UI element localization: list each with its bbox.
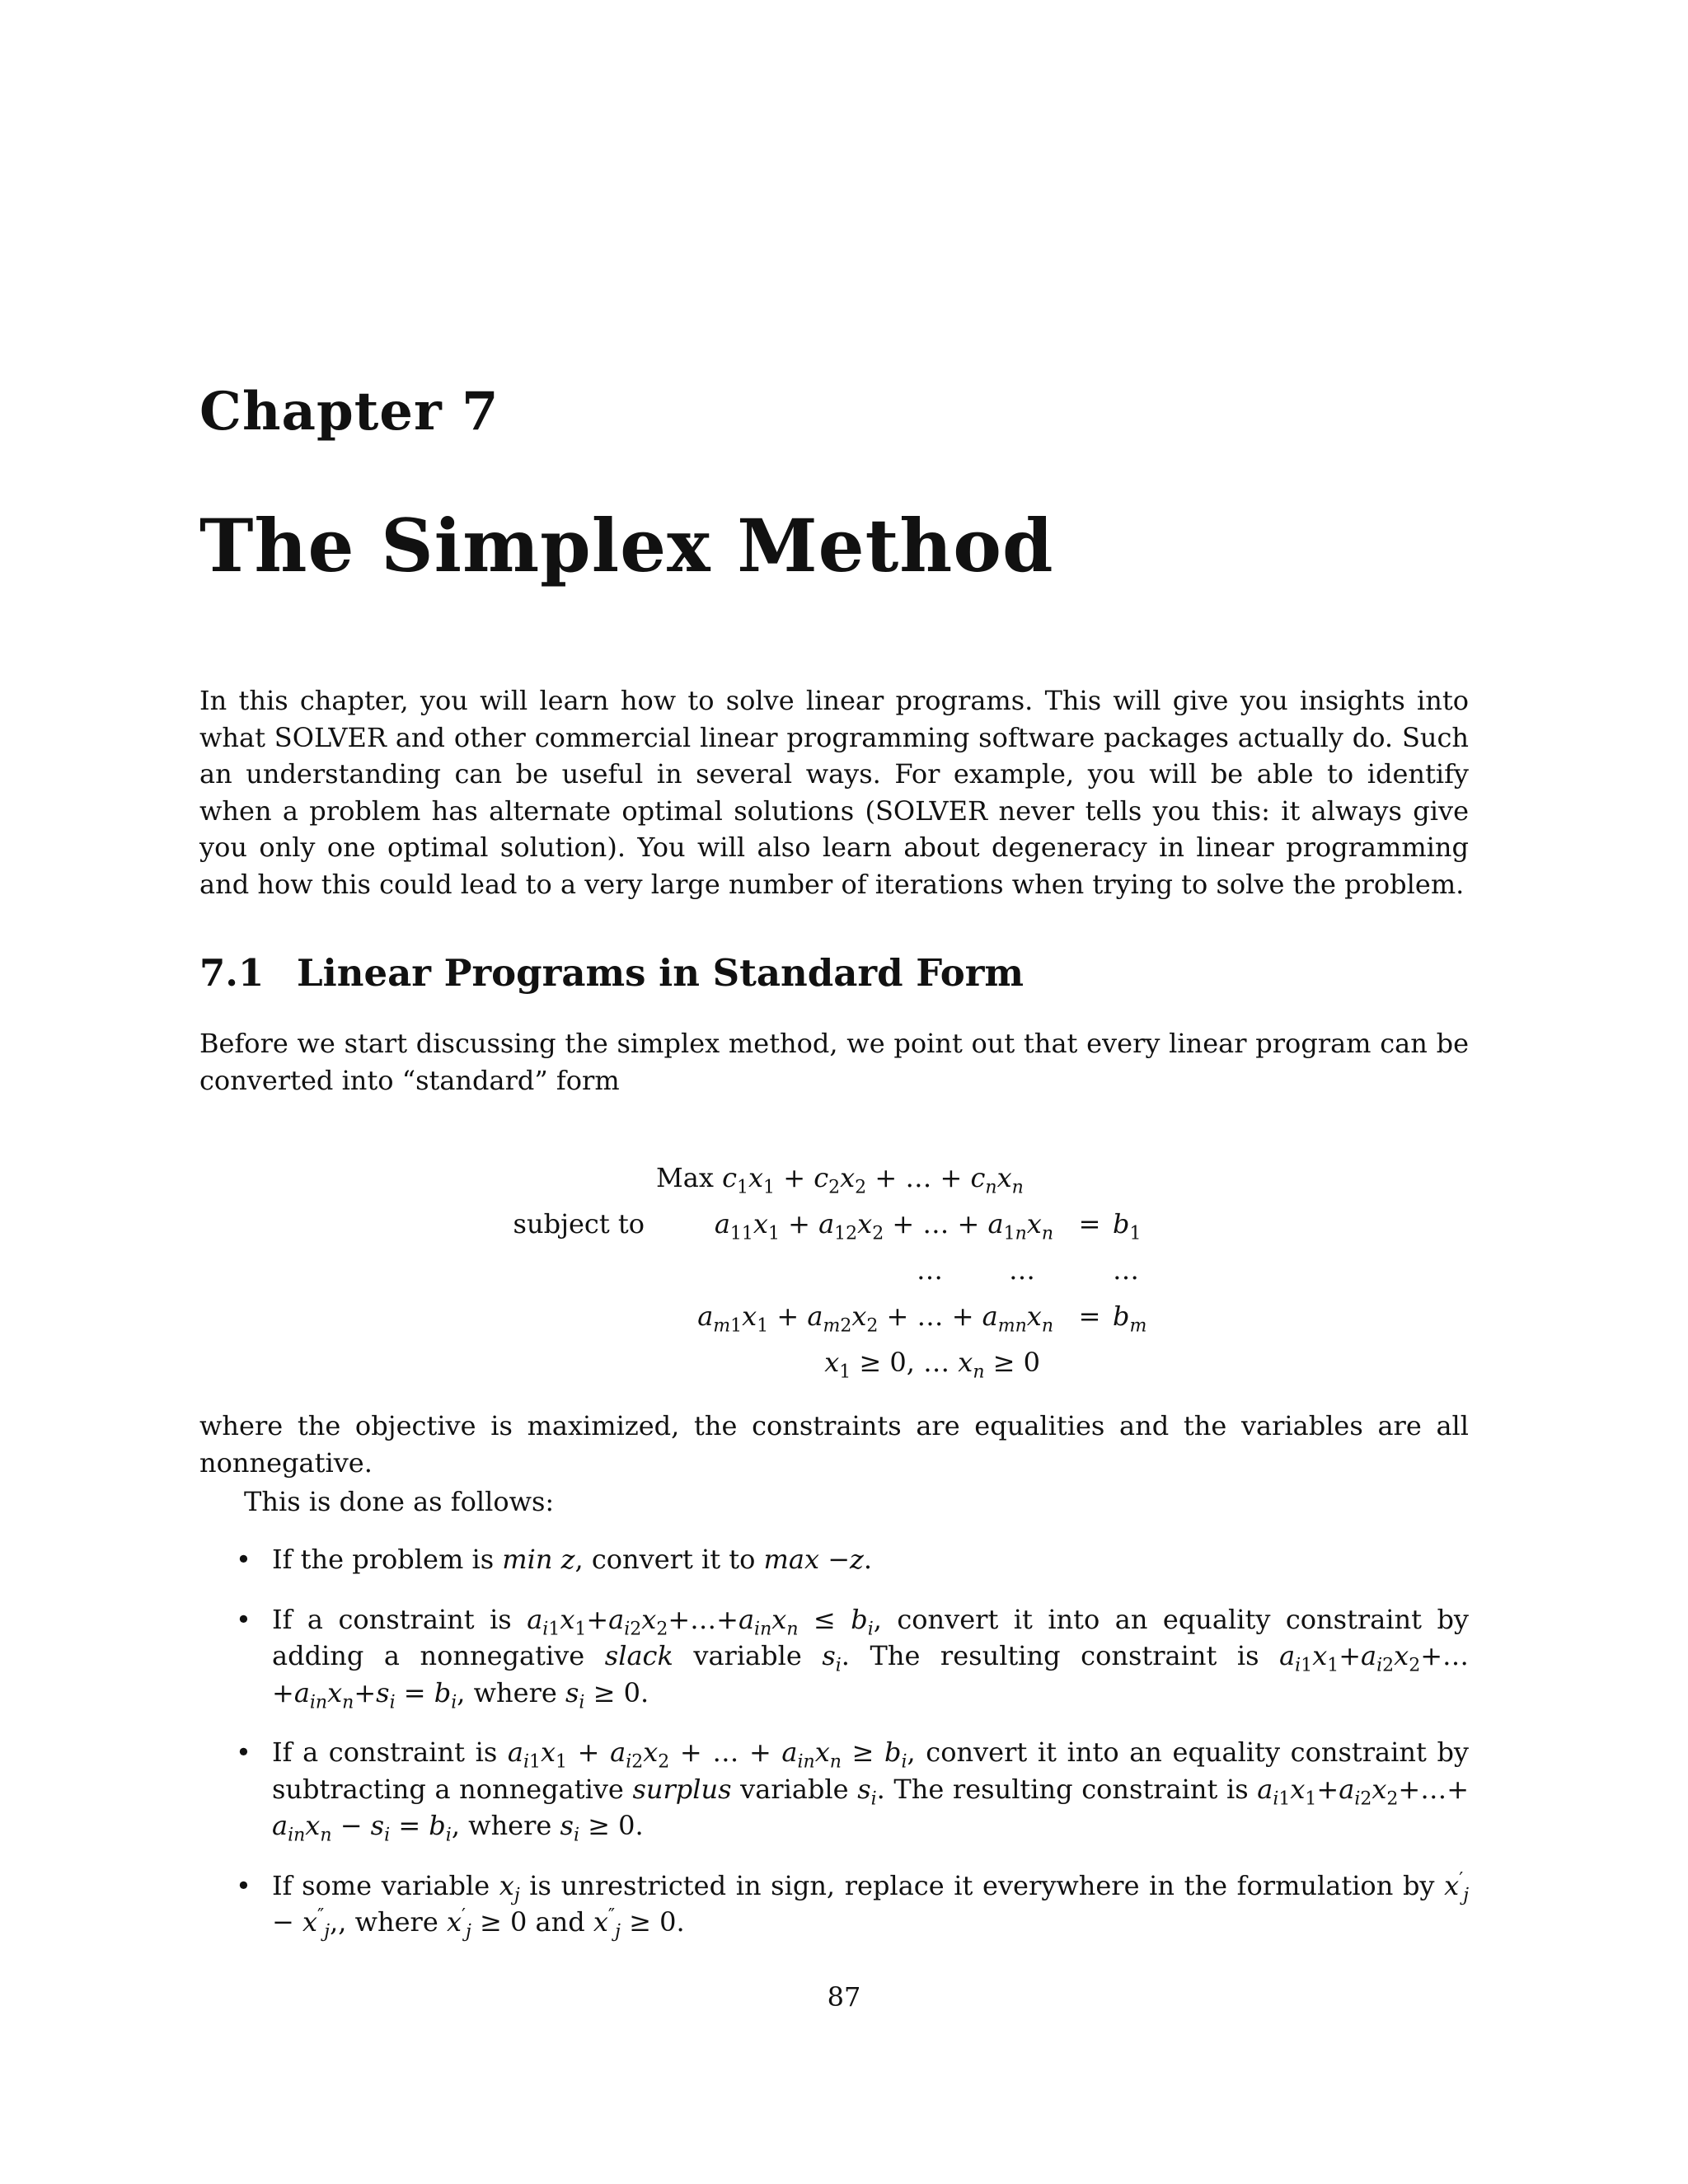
nonnegativity-expression: $x_1 \ge 0$, … $x_n \ge 0$ — [824, 1347, 1040, 1383]
section-heading — [199, 951, 1024, 995]
list-item-text: If some variable — [272, 1869, 499, 1901]
list-item-text: If a constraint is — [272, 1736, 508, 1768]
standard-form-formulation — [0, 1162, 1688, 1394]
constraint-m-rhs: $b_m$ — [1113, 1301, 1147, 1337]
list-item: • If some variable $x_j$ is unrestricted in sign, replace it everywhere in the formulation by $x'_j - x''_j$,, where $x'_j \ge 0$ and $x''_j \ge 0$. — [199, 1868, 1469, 1941]
surplus-term: surplus — [632, 1773, 732, 1805]
bullet-dot-icon: • — [236, 1869, 251, 1901]
list-item-text: and — [527, 1906, 593, 1938]
list-item-text: , where — [457, 1676, 565, 1708]
section-title: Linear Programs in Standard Form — [297, 951, 1025, 995]
page-number: 87 — [827, 1981, 861, 2013]
dots-1: … — [917, 1254, 943, 1286]
subject-to-label: subject to — [513, 1208, 645, 1240]
section-lead-paragraph: Before we start discussing the simplex method, we point out that every linear program can be converted into “standard” form — [199, 1028, 1469, 1096]
dots-3: … — [1113, 1254, 1139, 1286]
constraint-m-lhs: $a_{m1}x_1 + a_{m2}x_2$ + … + $a_{mn}x_n$ — [697, 1301, 1053, 1337]
after-formulation-paragraph: where the objective is maximized, the constraints are equalities and the variables are all nonnegative. — [199, 1410, 1469, 1479]
list-item-text: , convert it to — [574, 1544, 764, 1575]
list-item-text: is unrestricted in sign, replace it everywhere in the formulation by — [519, 1869, 1445, 1901]
list-item-text: , where — [338, 1906, 447, 1938]
conversion-rules-list — [199, 1541, 1469, 1964]
equals-sign: = — [1078, 1301, 1101, 1332]
chapter-title: The Simplex Method — [199, 503, 1054, 588]
objective-row — [0, 1162, 1688, 1203]
list-item: • If a constraint is $a_{i1}x_1 + a_{i2}x_2$ + … + $a_{in}x_n \ge b_i$, convert it into an equality constraint by subtracting a nonnegative surplus variable $s_i$. The resulting constraint is $a_{i1}x_1+a_{i2}x_2+\dots+ a_{in}x_n - s_i = b_i$, where $s_i \ge 0$. — [199, 1734, 1469, 1844]
nonnegativity-row — [0, 1347, 1688, 1388]
objective-expression: Max $c_1x_1 + c_2x_2$ + … + $c_nx_n$ — [656, 1162, 1024, 1198]
list-item-text: , convert it into an equality constraint by adding a nonnegative — [272, 1603, 1470, 1671]
constraint-row-1 — [0, 1208, 1688, 1249]
list-item-text: variable — [673, 1640, 823, 1671]
bullet-dot-icon: • — [236, 1544, 251, 1575]
constraint-1-lhs: $a_{11}x_1 + a_{12}x_2$ + … + $a_{1n}x_n$ — [714, 1208, 1053, 1244]
list-item-text: If a constraint is — [272, 1603, 528, 1635]
list-item: • If the problem is min z, convert it to max −z. — [199, 1541, 1469, 1578]
bullet-dot-icon: • — [236, 1736, 251, 1768]
list-item: • If a constraint is $a_{i1}x_1+a_{i2}x_2+\dots+a_{in}x_n \le b_i$, convert it into an equality constraint by adding a nonnegative slack variable $s_i$. The resulting constraint is $a_{i1}x_1+a_{i2}x_2+\dots+a_{in}x_n+s_i = b_i$, where $s_i \ge 0$. — [199, 1601, 1469, 1712]
list-item-text: , where — [451, 1810, 560, 1841]
objective-prefix: Max — [656, 1162, 714, 1193]
constraint-row-m — [0, 1301, 1688, 1342]
bullet-dot-icon: • — [236, 1603, 251, 1635]
list-item-text: . The resulting constraint is — [841, 1640, 1280, 1671]
intro-paragraph: In this chapter, you will learn how to solve linear programs. This will give you insights into what SOLVER and other commercial linear programming software packages actually do. Such an understanding can be useful in several ways. For example, you will be able to identify when a problem has alternate optimal solutions (SOLVER never tells you this: it always give you only one optimal solution). You will also learn about degeneracy in linear programming and how this could lead to a very large number of iterations when trying to solve the problem. — [199, 685, 1469, 900]
done-as-follows: This is done as follows: — [244, 1486, 555, 1517]
chapter-label: Chapter 7 — [199, 381, 499, 443]
list-item-text: variable — [731, 1773, 858, 1805]
list-item-text: If the problem is — [272, 1544, 503, 1575]
constraint-1-rhs: $b_1$ — [1113, 1208, 1142, 1244]
section-number: 7.1 — [199, 951, 265, 995]
dots-2: … — [1009, 1254, 1035, 1286]
dots-row — [0, 1254, 1688, 1296]
equals-sign: = — [1078, 1208, 1101, 1240]
list-item-text: , convert it into an equality constraint by subtracting a nonnegative — [272, 1736, 1470, 1805]
slack-term: slack — [604, 1640, 673, 1671]
list-item-text: . The resulting constraint is — [876, 1773, 1258, 1805]
